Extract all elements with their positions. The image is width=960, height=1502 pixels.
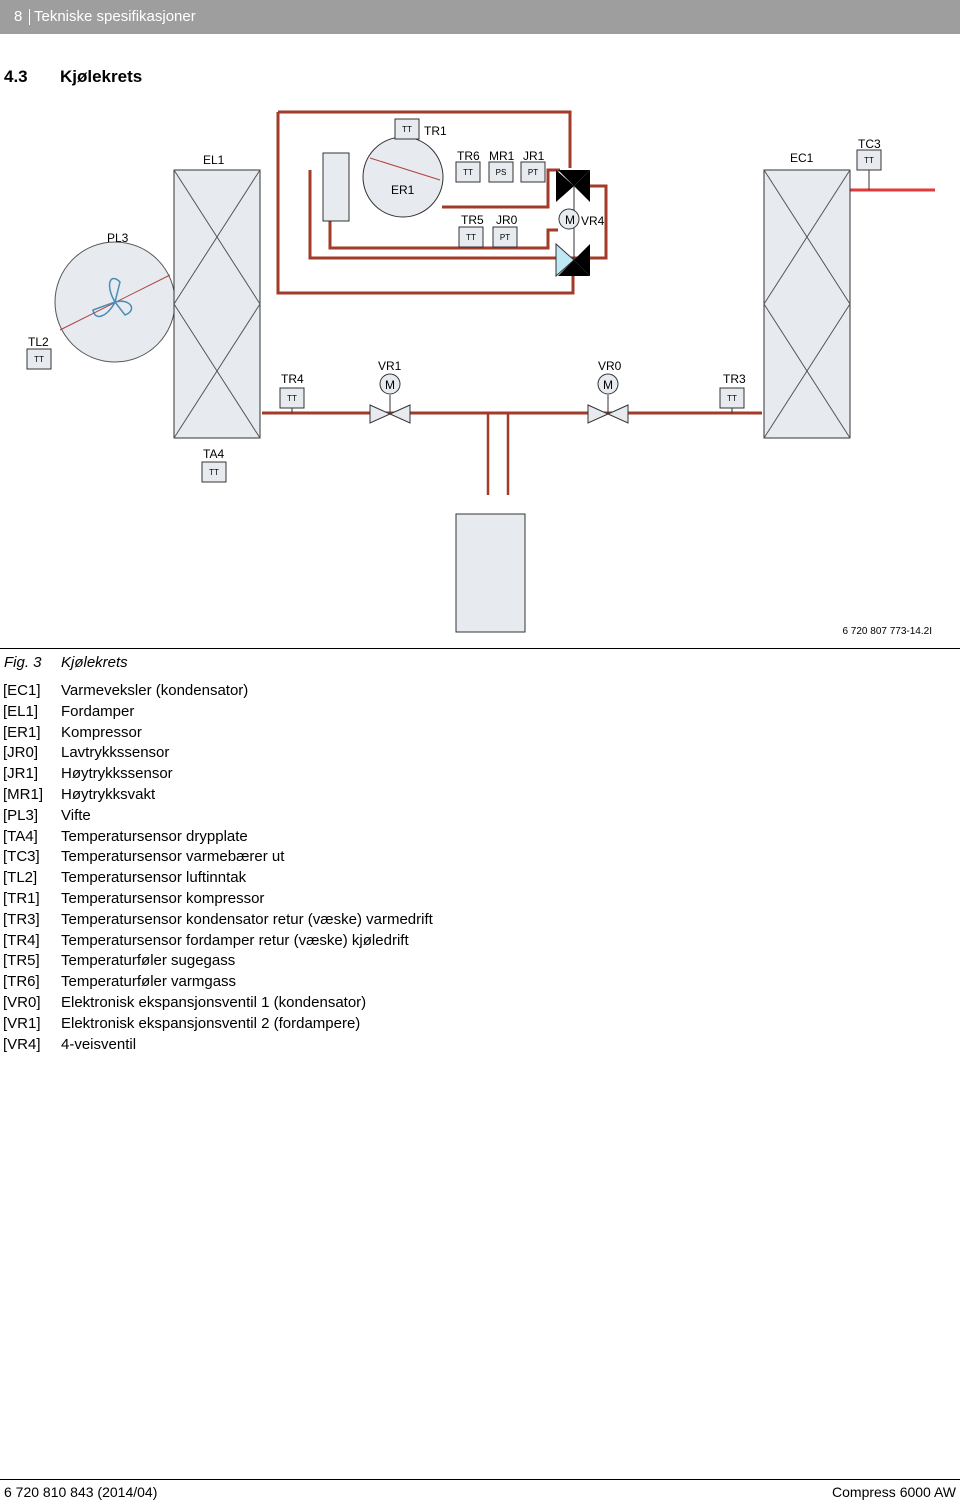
- legend-label: Temperatursensor drypplate: [61, 827, 248, 845]
- legend-label: Fordamper: [61, 702, 135, 720]
- legend-item: [0, 1014, 600, 1035]
- pipe-suction: [330, 220, 558, 248]
- legend-label: Temperatursensor kondensator retur (væske) varmedrift: [61, 910, 433, 928]
- legend-label: Elektronisk ekspansjonsventil 1 (kondensator): [61, 993, 367, 1011]
- evaporator-el1-icon: [174, 170, 260, 438]
- legend-key: [VR4]: [3, 1035, 41, 1053]
- pipe-to-tank-left: [488, 413, 508, 495]
- legend-label: 4-veisventil: [61, 1035, 137, 1053]
- legend-label: Temperaturføler sugegass: [61, 952, 236, 970]
- label-vr0: VR0: [598, 359, 622, 373]
- legend-item: [0, 931, 600, 952]
- legend-list: [0, 681, 600, 1055]
- legend-key: [TL2]: [3, 869, 38, 887]
- footer-divider: [0, 1479, 960, 1480]
- label-tr3: TR3: [723, 372, 746, 386]
- legend-item: [0, 723, 600, 744]
- label-tc3: TC3: [858, 137, 881, 151]
- label-el1: EL1: [203, 153, 225, 167]
- motor-label-vr4: M: [565, 213, 575, 227]
- type-jr1: PT: [527, 168, 539, 177]
- label-vr1: VR1: [378, 359, 402, 373]
- chapter-title: Tekniske spesifikasjoner: [34, 8, 196, 25]
- type-tr1: TT: [402, 125, 412, 134]
- document-number: 6 720 810 843 (2014/04): [4, 1484, 158, 1500]
- label-pl3: PL3: [107, 231, 129, 245]
- type-tc3: TT: [864, 156, 874, 165]
- legend-label: Varmeveksler (kondensator): [61, 682, 249, 699]
- legend-item: [0, 868, 600, 889]
- legend-item: [0, 889, 600, 910]
- label-ec1: EC1: [790, 151, 814, 165]
- legend-item: [0, 827, 600, 848]
- section-title: Kjølekrets: [60, 67, 143, 86]
- legend-item: [0, 910, 600, 931]
- legend-item: [0, 951, 600, 972]
- legend-key: [JR0]: [3, 744, 39, 762]
- legend-label: Temperatursensor kompressor: [61, 889, 265, 907]
- legend-key: [JR1]: [3, 765, 39, 783]
- refrigerant-circuit-diagram: [0, 90, 960, 645]
- motor-label-vr0: M: [603, 378, 613, 392]
- legend-item: [0, 806, 600, 827]
- legend-label: Vifte: [61, 806, 91, 824]
- label-jr0: JR0: [496, 213, 518, 227]
- legend-key: [TR5]: [3, 952, 40, 970]
- motor-label-vr1: M: [385, 378, 395, 392]
- legend-item: [0, 972, 600, 993]
- legend-item: [0, 743, 600, 764]
- label-jr1: JR1: [523, 149, 545, 163]
- legend-label: Høytrykkssensor: [61, 765, 173, 783]
- label-mr1: MR1: [489, 149, 515, 163]
- legend-key: [TR1]: [3, 889, 40, 907]
- section-number: 4.3: [4, 67, 28, 86]
- page-header: [0, 0, 960, 34]
- label-er1: ER1: [391, 183, 415, 197]
- figure-code: 6 720 807 773-14.2I: [842, 626, 932, 637]
- label-tr6: TR6: [457, 149, 480, 163]
- label-tl2: TL2: [28, 335, 49, 349]
- condenser-ec1-icon: [764, 170, 850, 438]
- legend-key: [EL1]: [3, 702, 39, 720]
- legend-item: [0, 702, 600, 723]
- legend-label: Høytrykksvakt: [61, 785, 156, 803]
- legend-key: [VR0]: [3, 993, 41, 1011]
- legend-label: Temperaturføler varmgass: [61, 973, 237, 991]
- legend-item: [0, 785, 600, 806]
- type-ta4: TT: [209, 468, 219, 477]
- type-jr0: PT: [499, 233, 511, 242]
- type-tr6: TT: [463, 168, 473, 177]
- type-tr3: TT: [727, 394, 737, 403]
- legend-key: [EC1]: [3, 682, 41, 699]
- legend-item: [0, 847, 600, 868]
- legend-key: [TA4]: [3, 827, 38, 845]
- page-number: 8: [14, 8, 23, 25]
- type-tr4: TT: [287, 394, 297, 403]
- legend-item: [0, 681, 600, 702]
- legend-key: [PL3]: [3, 806, 39, 824]
- label-tr4: TR4: [281, 372, 304, 386]
- legend-key: [VR1]: [3, 1014, 41, 1032]
- legend-item: [0, 993, 600, 1014]
- legend-key: [TR4]: [3, 931, 40, 949]
- type-tr5: TT: [466, 233, 476, 242]
- type-mr1: PS: [495, 168, 507, 177]
- product-name: Compress 6000 AW: [832, 1484, 956, 1500]
- figure-number: Fig. 3: [4, 654, 42, 671]
- type-tl2: TT: [34, 355, 44, 364]
- label-tr5: TR5: [461, 213, 484, 227]
- drip-tank-icon: [456, 514, 525, 632]
- legend-key: [TR3]: [3, 910, 40, 928]
- header-separator: [29, 9, 30, 25]
- legend-label: Temperatursensor fordamper retur (væske) kjøledrift: [61, 931, 409, 949]
- accumulator-icon: [323, 153, 349, 221]
- legend-item: [0, 764, 600, 785]
- label-ta4: TA4: [203, 447, 225, 461]
- legend-key: [TC3]: [3, 848, 40, 866]
- legend-key: [ER1]: [3, 723, 41, 741]
- legend-item: [0, 1035, 600, 1056]
- fan-pl3-icon: [55, 242, 175, 362]
- legend-label: Temperatursensor luftinntak: [61, 869, 247, 887]
- caption-divider: [0, 648, 960, 649]
- legend-label: Elektronisk ekspansjonsventil 2 (fordampere): [61, 1014, 361, 1032]
- legend-label: Temperatursensor varmebærer ut: [61, 848, 285, 866]
- label-tr1: TR1: [424, 124, 447, 138]
- legend-label: Kompressor: [61, 723, 142, 741]
- legend-key: [MR1]: [3, 785, 44, 803]
- label-vr4: VR4: [581, 214, 605, 228]
- legend-label: Lavtrykkssensor: [61, 744, 170, 762]
- figure-title: Kjølekrets: [61, 654, 128, 671]
- pipe-inner-loop: [310, 170, 588, 268]
- compressor-er1-icon: [363, 137, 443, 217]
- legend-key: [TR6]: [3, 973, 40, 991]
